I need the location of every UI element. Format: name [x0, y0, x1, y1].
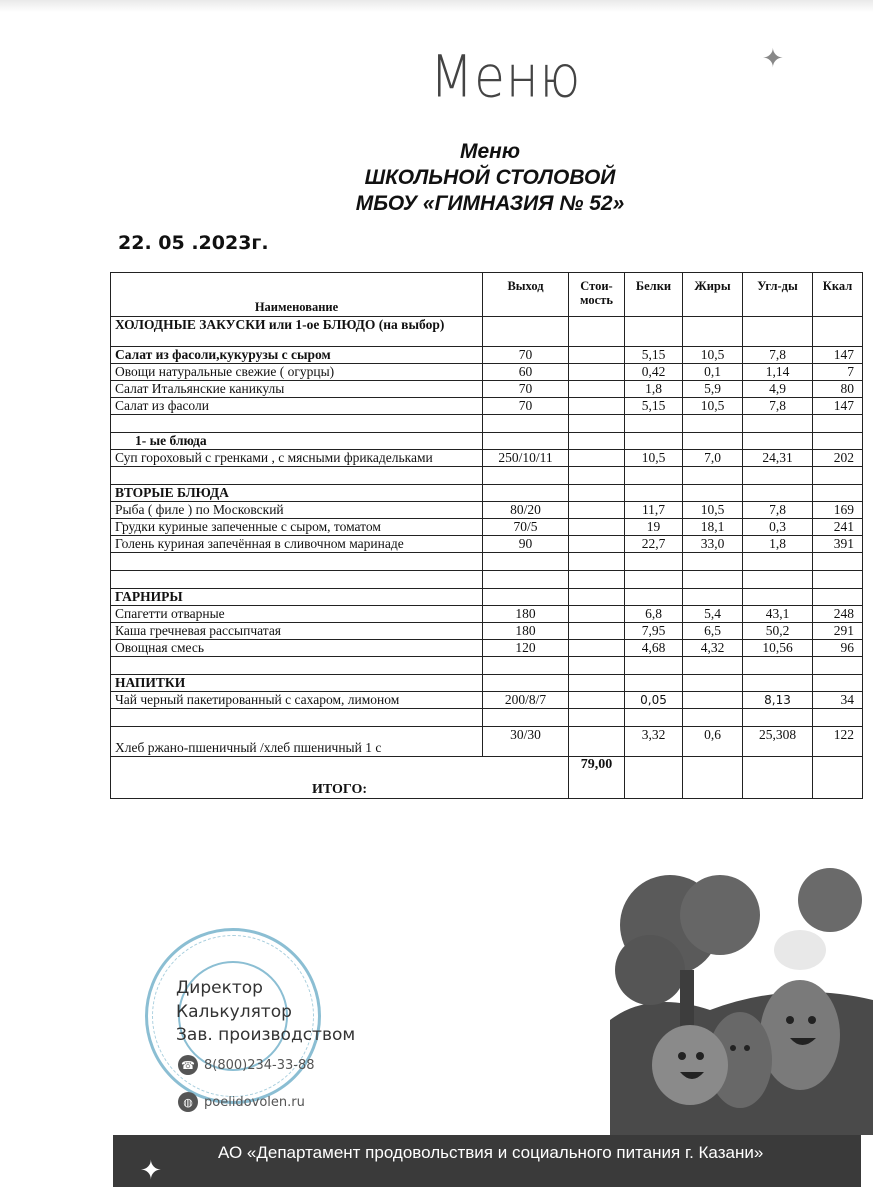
cartoon-illustration [590, 860, 873, 1135]
character-icon [652, 1025, 728, 1105]
header-protein: Белки [625, 273, 683, 317]
dish-output: 70 [483, 347, 569, 364]
sparkle-icon: ✦ [762, 44, 784, 74]
dish-protein: 0,42 [625, 364, 683, 381]
dish-kcal: 7 [813, 364, 863, 381]
empty-row [111, 553, 863, 571]
dish-kcal: 147 [813, 398, 863, 415]
total-row [111, 757, 863, 799]
section-cold: ХОЛОДНЫЕ ЗАКУСКИ или 1-ое БЛЮДО (на выбор) [111, 317, 483, 347]
dish-fat [683, 692, 743, 709]
table-row [111, 347, 863, 364]
dish-fat: 10,5 [683, 502, 743, 519]
dish-carbs: 7,8 [743, 398, 813, 415]
dish-protein: 5,15 [625, 347, 683, 364]
dish-name: Чай черный пакетированный с сахаром, лимоном [111, 692, 483, 709]
handwritten-title: Меню [430, 43, 582, 111]
dish-output: 70/5 [483, 519, 569, 536]
phone-icon: ☎ [178, 1055, 198, 1075]
dish-kcal: 391 [813, 536, 863, 553]
dish-output: 120 [483, 640, 569, 657]
school-title: МБОУ «ГИМНАЗИЯ № 52» [355, 192, 625, 215]
dish-output: 60 [483, 364, 569, 381]
website-contact [178, 1092, 305, 1112]
table-row [111, 398, 863, 415]
dish-output: 70 [483, 398, 569, 415]
dish-carbs: 25,308 [743, 727, 813, 757]
header-name: Наименование [111, 273, 483, 317]
production-head-label: Зав. производством [176, 1025, 356, 1045]
director-label: Директор [176, 978, 263, 998]
section-first: 1- ые блюда [111, 433, 483, 450]
dish-name: Суп гороховый с гренками , с мясными фрикадельками [111, 450, 483, 467]
table-row [111, 623, 863, 640]
dish-protein: 0,05 [625, 692, 683, 709]
dish-protein: 6,8 [625, 606, 683, 623]
dish-kcal: 80 [813, 381, 863, 398]
character-icon [760, 980, 840, 1090]
dish-output: 180 [483, 606, 569, 623]
dish-carbs: 10,56 [743, 640, 813, 657]
dish-output: 70 [483, 381, 569, 398]
total-cost: 79,00 [569, 757, 625, 799]
table-row [111, 364, 863, 381]
table-row [111, 450, 863, 467]
total-label: ИТОГО: [111, 757, 569, 799]
dish-carbs: 1,14 [743, 364, 813, 381]
empty-row [111, 415, 863, 433]
table-row [111, 727, 863, 757]
page-top-edge [0, 0, 873, 12]
dish-fat: 7,0 [683, 450, 743, 467]
dish-fat: 18,1 [683, 519, 743, 536]
dish-name: Каша гречневая рассыпчатая [111, 623, 483, 640]
dish-name: Спагетти отварные [111, 606, 483, 623]
dish-carbs: 43,1 [743, 606, 813, 623]
dish-fat: 0,6 [683, 727, 743, 757]
table-row [111, 692, 863, 709]
calculator-label: Калькулятор [176, 1002, 292, 1022]
dish-kcal: 248 [813, 606, 863, 623]
dish-output: 30/30 [483, 727, 569, 757]
dish-name: Салат Итальянские каникулы [111, 381, 483, 398]
dish-protein: 10,5 [625, 450, 683, 467]
section-row [111, 317, 863, 347]
dish-fat: 4,32 [683, 640, 743, 657]
dish-output: 90 [483, 536, 569, 553]
section-row [111, 433, 863, 450]
website-link[interactable]: poelidovolen.ru [204, 1094, 305, 1110]
menu-table [110, 272, 863, 799]
dish-output: 250/10/11 [483, 450, 569, 467]
globe-icon: ◍ [178, 1092, 198, 1112]
dish-fat: 5,4 [683, 606, 743, 623]
dish-kcal: 169 [813, 502, 863, 519]
dish-name: Овощная смесь [111, 640, 483, 657]
sparkle-icon: ✦ [140, 1156, 162, 1186]
header-fat: Жиры [683, 273, 743, 317]
header-output: Выход [483, 273, 569, 317]
dish-fat: 33,0 [683, 536, 743, 553]
menu-title: Меню [459, 140, 521, 163]
dish-name: Хлеб ржано-пшеничный /хлеб пшеничный 1 с [111, 727, 483, 757]
table-header-row [111, 273, 863, 317]
dish-name: Рыба ( филе ) по Московский [111, 502, 483, 519]
header-cost: Стои-мость [569, 273, 625, 317]
section-garnish: ГАРНИРЫ [111, 589, 483, 606]
dish-kcal: 96 [813, 640, 863, 657]
header-kcal: Ккал [813, 273, 863, 317]
table-row [111, 381, 863, 398]
phone-contact [178, 1055, 315, 1075]
dish-protein: 7,95 [625, 623, 683, 640]
dish-carbs: 4,9 [743, 381, 813, 398]
empty-row [111, 709, 863, 727]
organization-name: АО «Департамент продовольствия и социального питания г. Казани» [218, 1143, 764, 1162]
dish-carbs: 1,8 [743, 536, 813, 553]
phone-number: 8(800)234-33-88 [204, 1057, 315, 1073]
dish-name: Салат из фасоли,кукурузы с сыром [111, 347, 483, 364]
table-row [111, 519, 863, 536]
section-row [111, 589, 863, 606]
table-row [111, 640, 863, 657]
chef-hat-icon [774, 930, 826, 970]
table-row [111, 536, 863, 553]
dish-protein: 5,15 [625, 398, 683, 415]
table-row [111, 606, 863, 623]
dish-kcal: 122 [813, 727, 863, 757]
dish-kcal: 147 [813, 347, 863, 364]
section-row [111, 675, 863, 692]
dish-fat: 6,5 [683, 623, 743, 640]
dish-output: 180 [483, 623, 569, 640]
canteen-title: ШКОЛЬНОЙ СТОЛОВОЙ [364, 166, 616, 189]
dish-fat: 0,1 [683, 364, 743, 381]
dish-protein: 1,8 [625, 381, 683, 398]
dish-name: Грудки куриные запеченные с сыром, томатом [111, 519, 483, 536]
dish-kcal: 202 [813, 450, 863, 467]
dish-output: 200/8/7 [483, 692, 569, 709]
dish-protein: 3,32 [625, 727, 683, 757]
dish-carbs: 50,2 [743, 623, 813, 640]
dish-kcal: 34 [813, 692, 863, 709]
dish-name: Салат из фасоли [111, 398, 483, 415]
dish-fat: 10,5 [683, 398, 743, 415]
dish-carbs: 24,31 [743, 450, 813, 467]
dish-fat: 10,5 [683, 347, 743, 364]
dish-name: Голень куриная запечённая в сливочном маринаде [111, 536, 483, 553]
empty-row [111, 571, 863, 589]
dish-protein: 11,7 [625, 502, 683, 519]
section-row [111, 485, 863, 502]
menu-date: 22. 05 .2023г. [118, 232, 269, 254]
empty-row [111, 657, 863, 675]
header-carbs: Угл-ды [743, 273, 813, 317]
section-drinks: НАПИТКИ [111, 675, 483, 692]
dish-name: Овощи натуральные свежие ( огурцы) [111, 364, 483, 381]
dish-kcal: 291 [813, 623, 863, 640]
dish-output: 80/20 [483, 502, 569, 519]
dish-carbs: 7,8 [743, 347, 813, 364]
dish-protein: 22,7 [625, 536, 683, 553]
dish-kcal: 241 [813, 519, 863, 536]
dish-protein: 19 [625, 519, 683, 536]
empty-row [111, 467, 863, 485]
dish-carbs: 7,8 [743, 502, 813, 519]
dish-fat: 5,9 [683, 381, 743, 398]
dish-carbs: 0,3 [743, 519, 813, 536]
section-second: ВТОРЫЕ БЛЮДА [111, 485, 483, 502]
dish-protein: 4,68 [625, 640, 683, 657]
table-row [111, 502, 863, 519]
dish-carbs: 8,13 [743, 692, 813, 709]
